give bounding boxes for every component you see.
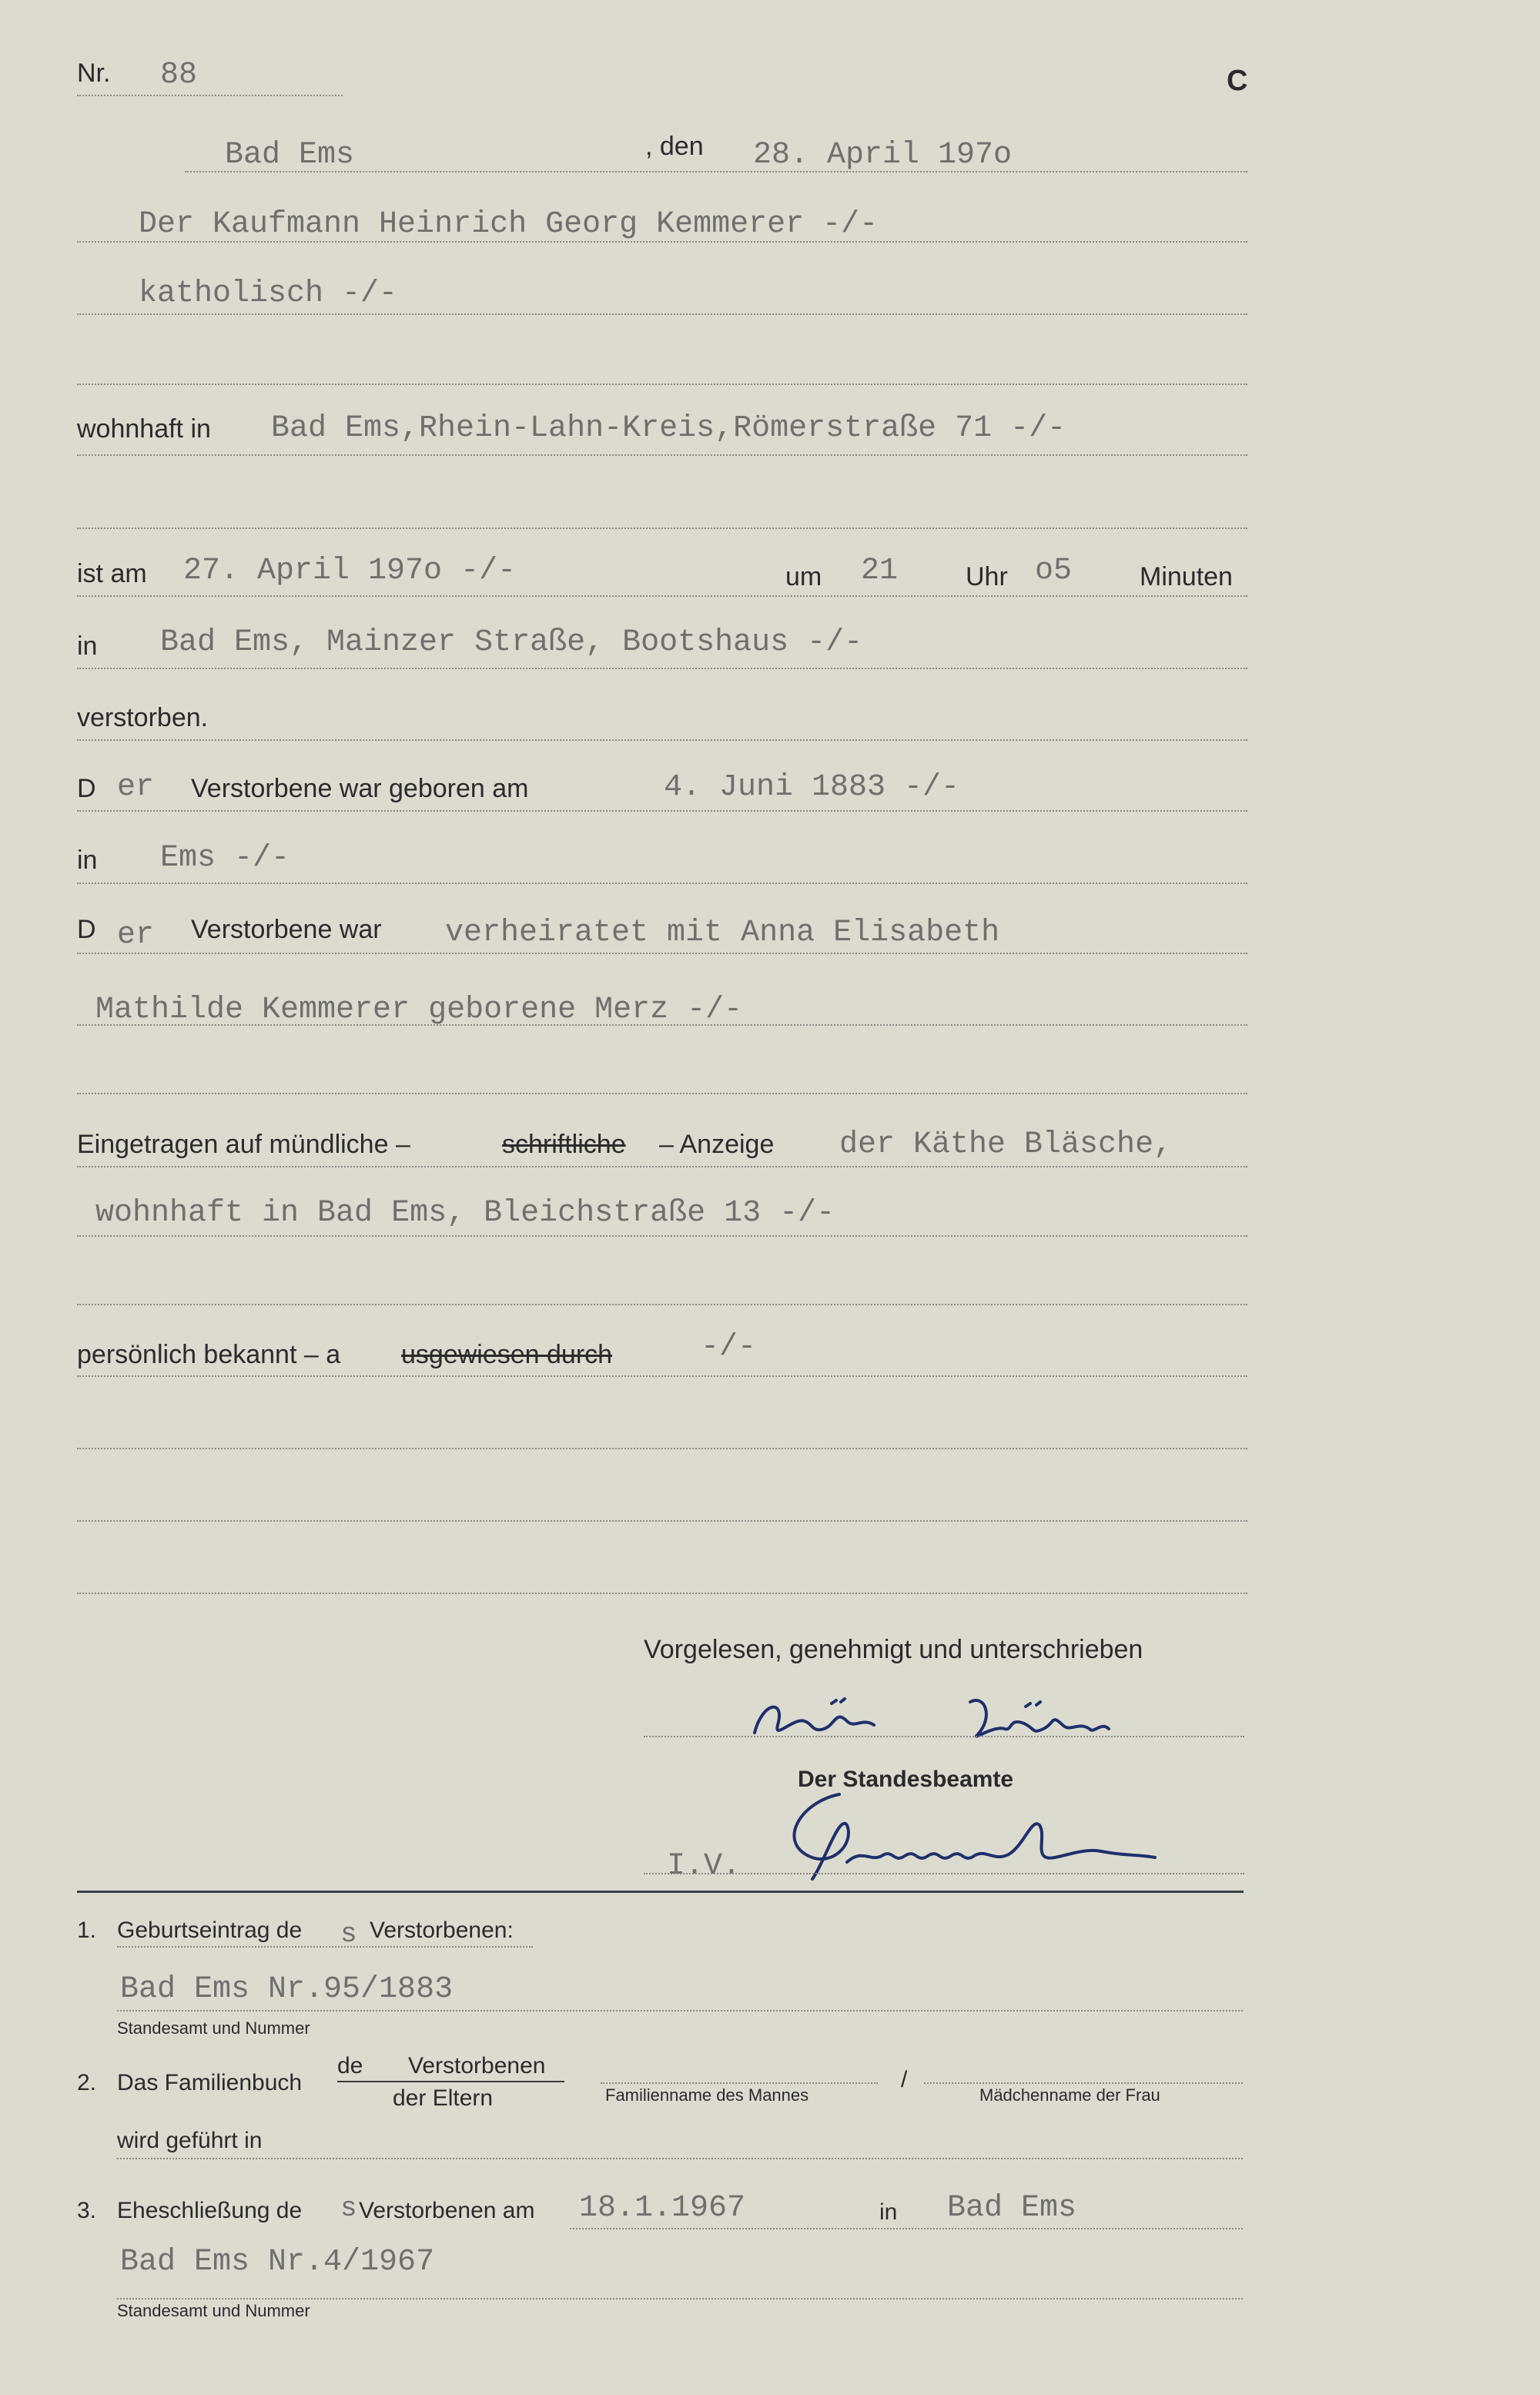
informant-signature [739,1687,1217,1756]
dotted-line [117,2298,1243,2300]
dotted-line [77,241,1247,243]
note2-gefuehrt: wird geführt in [117,2128,263,2153]
birth-d-label: D [77,774,96,803]
note1-label: Geburtseintrag de [117,1918,303,1943]
birth-er-fill: er [117,770,155,805]
marital-status-line2: Mathilde Kemmerer geborene Merz -/- [95,993,743,1027]
vorgelesen-text: Vorgelesen, genehmigt und unterschrieben [644,1635,1143,1664]
note2-slash: / [901,2067,908,2092]
dotted-line [77,1024,1247,1026]
marital-status-line1: verheiratet mit Anna Elisabeth [445,916,1000,950]
verstorben-label: verstorben. [77,703,209,732]
dotted-line [77,384,1247,385]
dotted-line [77,953,1247,954]
note2-de: de [337,2053,363,2078]
registrar-signature-stroke [778,1771,1209,1887]
death-date-label: ist am [77,559,147,588]
registry-place: Bad Ems [225,138,355,173]
marital-er-fill: er [117,918,155,953]
note2-eltern: der Eltern [393,2085,494,2111]
dotted-line [77,883,1247,884]
den-label: , den [645,132,704,161]
fraction-line [337,2081,564,2082]
dotted-line [117,1946,533,1948]
note1-number: 1. [77,1918,97,1943]
marital-d-label: D [77,915,96,944]
nr-label: Nr. [77,59,111,88]
death-place: Bad Ems, Mainzer Straße, Bootshaus -/- [160,625,863,660]
dotted-line [77,1304,1247,1305]
dotted-line [77,739,1247,741]
dotted-line [77,454,1247,456]
dotted-line [644,1873,1244,1874]
report-informant: der Käthe Bläsche, [839,1127,1173,1162]
dotted-line [77,668,1247,669]
dotted-line [77,810,1247,812]
residence-value: Bad Ems,Rhein-Lahn-Kreis,Römerstraße 71 -/- [271,411,1066,446]
note2-number: 2. [77,2070,97,2095]
dotted-line [77,1093,1247,1094]
identity-label: persönlich bekannt – a [77,1340,341,1369]
dotted-line [570,2228,1243,2229]
residence-label: wohnhaft in [77,414,211,444]
iv-label: I.V. [667,1849,742,1884]
dotted-line [924,2082,1243,2084]
religion: katholisch -/- [139,276,398,311]
section-divider [77,1891,1244,1893]
dotted-line [77,1593,1247,1594]
identity-value: -/- [701,1330,757,1365]
um-label: um [785,562,822,591]
note1-label2: Verstorbenen: [370,1918,514,1943]
report-label: Eingetragen auf mündliche – [77,1130,410,1159]
dotted-line [117,2158,1243,2159]
note2-maedchenname: Mädchenname der Frau [979,2085,1160,2105]
registry-date: 28. April 197o [753,138,1013,173]
death-date: 27. April 197o -/- [183,554,517,588]
dotted-line [77,1520,1247,1522]
corner-letter: C [1227,65,1248,97]
birth-place: Ems -/- [160,841,290,876]
uhr-label: Uhr [966,562,1008,591]
dotted-line [77,95,343,96]
report-label-anzeige: – Anzeige [659,1130,775,1159]
note3-in: in [879,2199,898,2225]
nr-value: 88 [160,58,198,92]
dotted-line [77,1375,1247,1377]
dotted-line [77,313,1247,315]
deceased-name: Der Kaufmann Heinrich Georg Kemmerer -/- [139,207,879,242]
dotted-line [77,1448,1247,1449]
note3-place: Bad Ems [947,2191,1077,2226]
note3-label: Eheschließung de [117,2198,303,2223]
identity-label-struck: usgewiesen durch [401,1340,613,1369]
standesbeamte-label: Der Standesbeamte [798,1767,1014,1792]
note3-number: 3. [77,2198,97,2223]
note2-verstorbenen: Verstorbenen [408,2053,546,2078]
note1-fill: s [340,1918,357,1950]
note2-familienname: Familienname des Mannes [605,2085,809,2105]
death-place-label: in [77,631,98,661]
note3-date: 18.1.1967 [579,2191,746,2226]
note3-value: Bad Ems Nr.4/1967 [120,2245,435,2279]
marital-label: Verstorbene war [191,915,382,944]
dotted-line [117,2010,1243,2011]
death-hour: 21 [861,554,899,588]
dotted-line [601,2082,878,2084]
dotted-line [77,1166,1247,1167]
standesamt-label-2: Standesamt und Nummer [117,2301,310,2320]
note3-label2: Verstorbenen am [359,2198,535,2223]
dotted-line [644,1736,1244,1737]
dotted-line [77,595,1247,597]
standesamt-label: Standesamt und Nummer [117,2018,310,2038]
note2-label: Das Familienbuch [117,2070,303,2095]
dotted-line [77,528,1247,529]
report-label-struck: schriftliche [502,1130,626,1159]
report-informant-address: wohnhaft in Bad Ems, Bleichstraße 13 -/- [95,1196,835,1231]
birth-place-label: in [77,846,98,875]
note3-fill: s [340,2192,357,2224]
birth-date: 4. Juni 1883 -/- [664,770,960,805]
dotted-line [185,171,1247,173]
birth-label: Verstorbene war geboren am [191,774,529,803]
minuten-label: Minuten [1140,562,1233,591]
note1-value: Bad Ems Nr.95/1883 [120,1972,454,2007]
dotted-line [77,1235,1247,1237]
death-minutes: o5 [1035,554,1073,588]
